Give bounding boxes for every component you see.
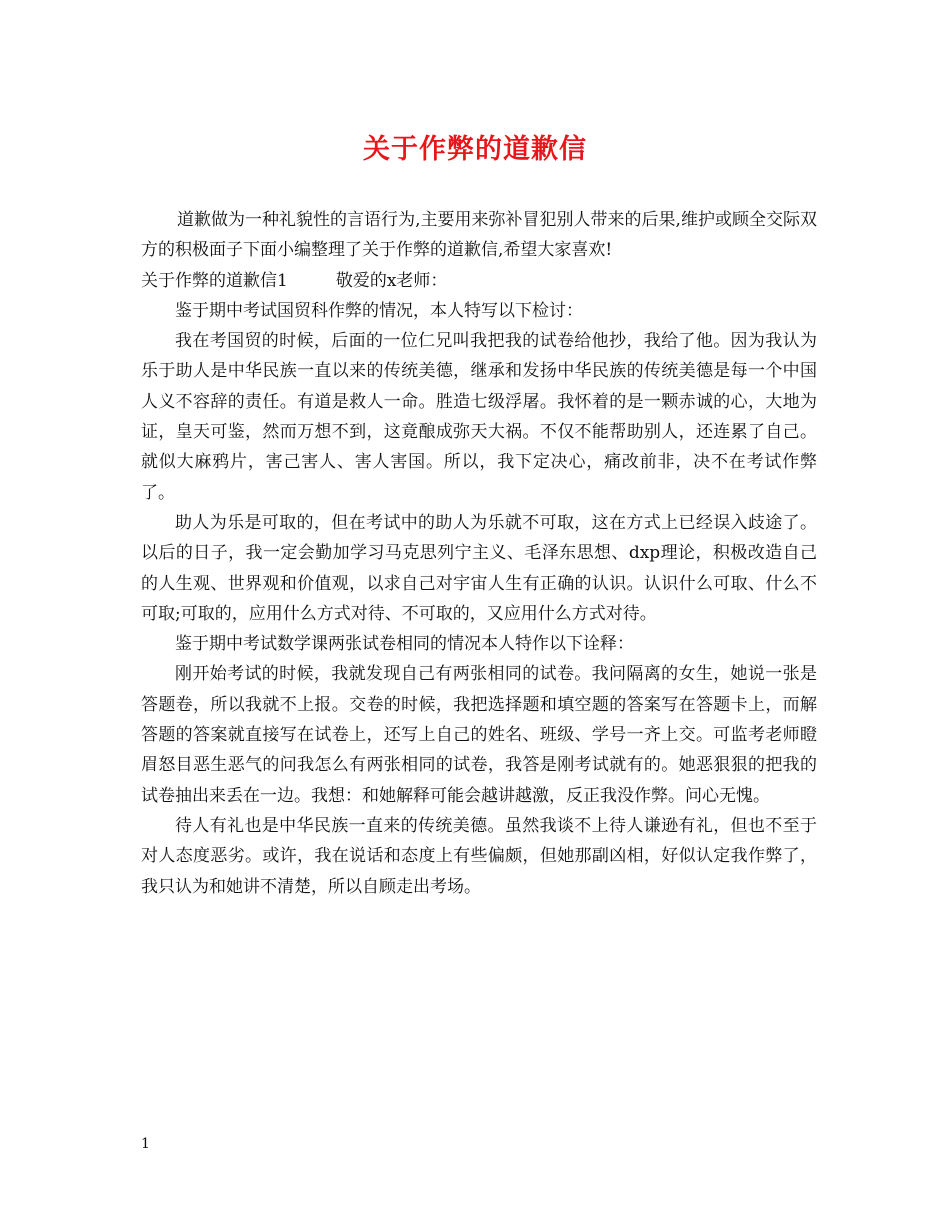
salutation: 敬爱的x老师： [335,270,448,291]
letter-heading [141,266,817,296]
body-paragraph: 助人为乐是可取的，但在考试中的助人为乐就不可取，这在方式上已经误入歧途了。以后的日子，我一定会勤加学习马克思列宁主义、毛泽东思想、dxp理论，积极改造自己的人生观、世界观和价值观，以求自己对宇宙人生有正确的认识。认识什么可取、什么不可取;可取的，应用什么方式对待、不可取的，又应用什么方式对待。 [141,512,817,624]
page-number: 1 [141,1136,150,1152]
body-paragraph: 我在考国贸的时候，后面的一位仁兄叫我把我的试卷给他抄，我给了他。因为我认为乐于助人是中华民族一直以来的传统美德，继承和发扬中华民族的传统美德是每一个中国人义不容辞的责任。有道是救人一命。胜造七级浮屠。我怀着的是一颗赤诚的心，大地为证，皇天可鉴，然而万想不到，这竟酿成弥天大祸。不仅不能帮助别人，还连累了自己。就似大麻鸦片，害己害人、害人害国。所以，我下定决心，痛改前非，决不在考试作弊了。 [141,331,817,503]
letter-heading-label: 关于作弊的道歉信1 [141,270,288,291]
intro-paragraph: 道歉做为一种礼貌性的言语行为,主要用来弥补冒犯别人带来的后果,维护或顾全交际双方的积极面子下面小编整理了关于作弊的道歉信,希望大家喜欢! [141,210,817,261]
body-paragraph: 鉴于期中考试数学课两张试卷相同的情况本人特作以下诠释： [175,634,634,655]
body-paragraph: 鉴于期中考试国贸科作弊的情况，本人特写以下检讨： [175,300,583,321]
body-paragraph: 刚开始考试的时候，我就发现自己有两张相同的试卷。我问隔离的女生，她说一张是答题卷，所以我就不上报。交卷的时候，我把选择题和填空题的答案写在答题卡上，而解答题的答案就直接写在试卷上，还写上自己的姓名、班级、学号一齐上交。可监考老师瞪眉怒目恶生恶气的问我怎么有两张相同的试卷，我答是刚考试就有的。她恶狠狠的把我的试卷抽出来丢在一边。我想：和她解释可能会越讲越激，反正我没作弊。问心无愧。 [141,664,817,806]
document-body [141,205,817,902]
body-paragraph: 待人有礼也是中华民族一直来的传统美德。虽然我谈不上待人谦逊有礼，但也不至于对人态度恶劣。或许，我在说话和态度上有些偏颇，但她那副凶相，好似认定我作弊了，我只认为和她讲不清楚，所以自顾走出考场。 [141,815,817,897]
page-title: 关于作弊的道歉信 [363,134,587,165]
